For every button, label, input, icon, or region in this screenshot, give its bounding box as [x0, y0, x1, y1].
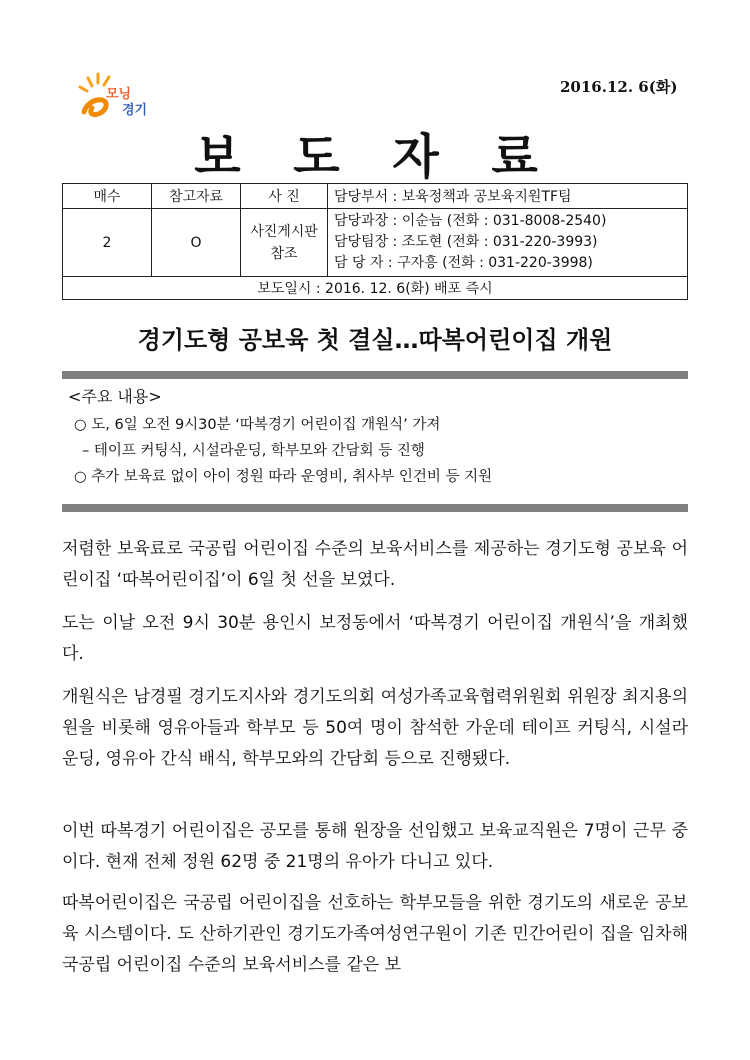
contact-staff: 담 당 자 : 구자흥 (전화 : 031-220-3998) [334, 255, 593, 271]
summary-item-1: ○ 도, 6일 오전 9시30분 ‘따복경기 어린이집 개원식’ 가져 [74, 417, 441, 433]
contacts-cell [328, 209, 688, 277]
col-pages: 매수 [63, 184, 152, 209]
headline: 경기도형 공보육 첫 결실…따복어린이집 개원 [137, 326, 613, 354]
distribution-time: 보도일시 : 2016. 12. 6(화) 배포 즉시 [63, 277, 688, 300]
photo-line-1: 사진게시판 [250, 223, 318, 240]
summary-bottom-bar [62, 504, 688, 512]
info-table [62, 183, 688, 300]
body-paragraph-3: 개원식은 남경필 경기도지사와 경기도의회 여성가족교육협력위원회 위원장 최지용의원을 비롯해 영유아들과 학부모 등 50여 명이 참석한 가운데 테이프 커팅식, 시설라운딩, 영유아 간식 배식, 학부모와의 간담회 등으로 진행됐다. [62, 687, 688, 769]
svg-text:모닝: 모닝 [106, 87, 132, 102]
body-paragraph-5: 따복어린이집은 국공립 어린이집을 선호하는 학부모들을 위한 경기도의 새로운 공보육 시스템이다. 도 산하기관인 경기도가족여성연구원이 기존 민간어린이 집을 임차해 국공립 어린이집 수준의 보육서비스를 같은 보 [62, 893, 688, 975]
summary-top-bar [62, 371, 688, 379]
body-paragraph-2: 도는 이날 오전 9시 30분 용인시 보정동에서 ‘따복경기 어린이집 개원식’을 개최했다. [62, 613, 688, 664]
ref-value: O [152, 209, 241, 277]
contact-manager: 담당과장 : 이순늠 (전화 : 031-8008-2540) [334, 213, 607, 229]
release-date: 2016.12. 6(화) [560, 78, 678, 96]
summary-box [68, 384, 688, 490]
sun-rays-icon [80, 74, 109, 91]
summary-item-3: ○ 추가 보육료 없이 아이 정원 따라 운영비, 취사부 인건비 등 지원 [74, 469, 493, 485]
photo-value [241, 209, 328, 277]
photo-line-2: 참조 [270, 245, 298, 262]
svg-text:경기: 경기 [122, 103, 148, 118]
pages-value: 2 [63, 209, 152, 277]
dept-cell: 담당부서 : 보육정책과 공보육지원TF팀 [328, 184, 688, 209]
body-paragraph-4: 이번 따복경기 어린이집은 공모를 통해 원장을 선임했고 보육교직원은 7명이 근무 중이다. 현재 전체 정원 62명 중 21명의 유아가 다니고 있다. [62, 821, 688, 872]
contact-teamlead: 담당팀장 : 조도현 (전화 : 031-220-3993) [334, 234, 598, 250]
logo-swoosh-icon [84, 100, 106, 115]
gyeonggi-logo [78, 72, 178, 122]
col-ref: 참고자료 [152, 184, 241, 209]
page-title: 보 도 자 료 [194, 129, 556, 185]
summary-item-2: – 테이프 커팅식, 시설라운딩, 학부모와 간담회 등 진행 [82, 443, 425, 459]
col-photo: 사 진 [241, 184, 328, 209]
summary-heading: <주요 내용> [68, 387, 162, 406]
body-paragraph-1: 저렴한 보육료로 국공립 어린이집 수준의 보육서비스를 제공하는 경기도형 공보육 어린이집 ‘따복어린이집’이 6일 첫 선을 보였다. [62, 539, 688, 590]
